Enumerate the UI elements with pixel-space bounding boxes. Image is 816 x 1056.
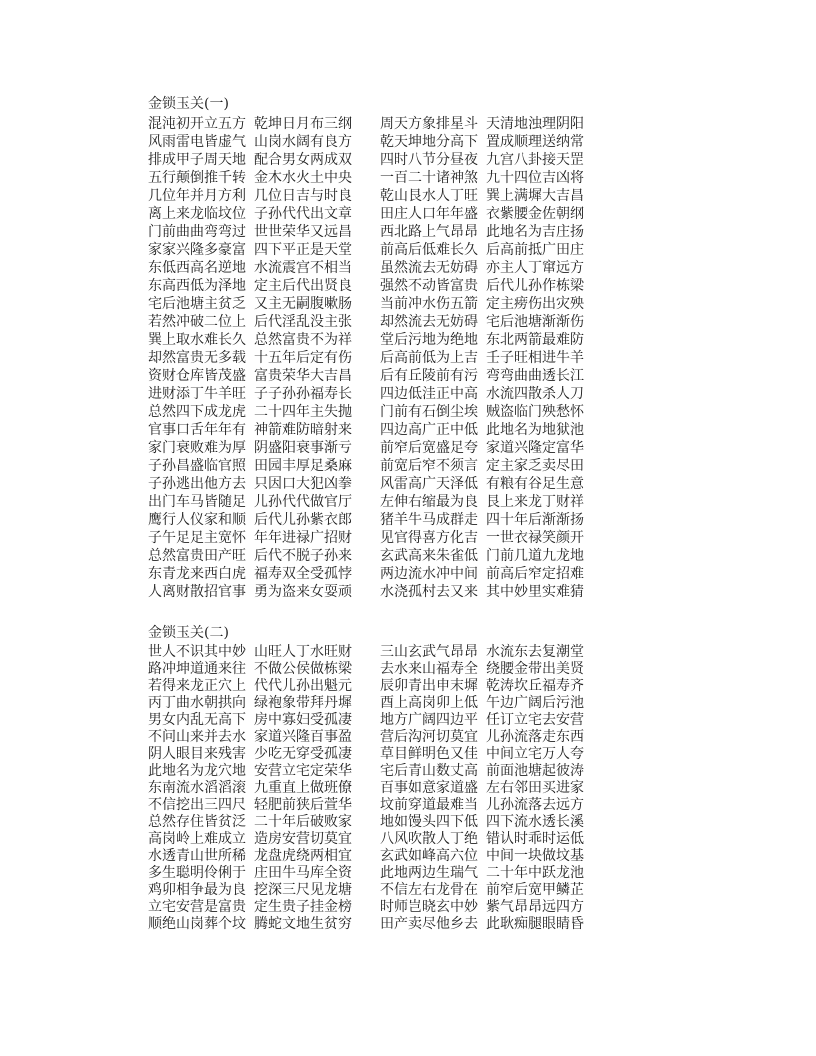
verse-phrase: 资财仓库皆茂盛 — [148, 368, 246, 384]
verse-phrase: 前窄后宽盛足夸 — [380, 440, 478, 456]
verse-phrase: 宅后池塘主贫乏 — [148, 296, 246, 312]
verse-phrase: 腾蛇文地生贫穷 — [254, 916, 352, 932]
verse-phrase: 田庄人口年年盛 — [380, 206, 478, 222]
verse-line — [148, 313, 584, 331]
verse-phrase: 男女内乱无高下 — [148, 712, 246, 728]
verse-phrase: 四时八节分昼夜 — [380, 152, 478, 168]
verse-phrase: 堂后污地为绝地 — [380, 332, 478, 348]
verse-phrase: 只因口大犯凶拳 — [254, 476, 352, 492]
verse-phrase: 八风吹散人丁绝 — [380, 831, 478, 847]
verse-phrase: 出门车马皆随足 — [148, 494, 246, 510]
verse-phrase: 前面池塘起彼涛 — [486, 763, 584, 779]
verse-phrase: 此地名为龙穴地 — [148, 763, 246, 779]
verse-phrase: 家门衰败难为厚 — [148, 440, 246, 456]
verse-phrase: 福寿双全受孤悖 — [254, 566, 352, 582]
verse-line — [148, 780, 584, 797]
verse-phrase: 中间一块做坟基 — [486, 848, 584, 864]
verse-phrase: 宅后青山数丈高 — [380, 763, 478, 779]
verse-phrase: 错认时乖时运低 — [486, 831, 584, 847]
verse-phrase: 水透青山世所稀 — [148, 848, 246, 864]
verse-line — [148, 133, 584, 151]
verse-phrase: 前高后窄定招难 — [486, 566, 584, 582]
verse-phrase: 任订立宅去安营 — [486, 712, 584, 728]
verse-phrase: 东高西低为泽地 — [148, 278, 246, 294]
verse-phrase: 坟前穿道最难当 — [380, 797, 478, 813]
verse-phrase: 一百二十诸神煞 — [380, 170, 478, 186]
verse-phrase: 西北路上气昂昂 — [380, 224, 478, 240]
verse-phrase: 少吃无穿受孤凄 — [254, 746, 352, 762]
verse-line — [148, 831, 584, 848]
verse-phrase: 富贵荣华大吉昌 — [254, 368, 352, 384]
verse-phrase: 龙盘虎绕两相宜 — [254, 848, 352, 864]
verse-phrase: 安营立宅定荣华 — [254, 763, 352, 779]
verse-phrase: 田产卖尽他乡去 — [380, 916, 478, 932]
verse-line — [148, 331, 584, 349]
verse-phrase: 九宫八卦接天罡 — [486, 152, 584, 168]
verse-phrase: 四边低洼正中高 — [380, 386, 478, 402]
verse-phrase: 四下流水透长溪 — [486, 814, 584, 830]
verse-phrase: 离上来龙临坟位 — [148, 206, 246, 222]
verse-line — [148, 349, 584, 367]
verse-phrase: 轻肥前狭后萱华 — [254, 797, 352, 813]
verse-phrase: 却然富贵无多载 — [148, 350, 246, 366]
verse-phrase: 四下平正是天堂 — [254, 242, 352, 258]
verse-phrase: 置成顺理送纳常 — [486, 134, 584, 150]
verse-phrase: 鸡卯相争最为良 — [148, 882, 246, 898]
verse-phrase: 东低西高名逆地 — [148, 260, 246, 276]
verse-phrase: 地方广阔四边平 — [380, 712, 478, 728]
verse-phrase: 门前曲曲弯弯过 — [148, 224, 246, 240]
verse-phrase: 顺绝山岗葬个坟 — [148, 916, 246, 932]
verse-phrase: 子子孙孙福寿长 — [254, 386, 352, 402]
verse-line — [148, 385, 584, 403]
verse-phrase: 排成甲子周天地 — [148, 152, 246, 168]
verse-phrase: 庄田牛马库全资 — [254, 865, 352, 881]
verse-phrase: 定生贵子挂金榜 — [254, 899, 352, 915]
verse-phrase: 绕腰金带出美贤 — [486, 661, 584, 677]
verse-line — [148, 882, 584, 899]
verse-phrase: 后代儿孙紫衣郎 — [254, 512, 352, 528]
verse-phrase: 几位年并月方利 — [148, 188, 246, 204]
verse-phrase: 山旺人丁水旺财 — [254, 644, 352, 660]
verse-phrase: 一世衣禄笑颜开 — [486, 530, 584, 546]
verse-phrase: 世人不识其中妙 — [148, 644, 246, 660]
verse-phrase: 弯弯曲曲透长江 — [486, 368, 584, 384]
verse-phrase: 其中妙里实难猜 — [486, 584, 584, 600]
section-title: 金锁玉关(二) — [148, 625, 229, 641]
verse-phrase: 立宅安营是富贵 — [148, 899, 246, 915]
verse-phrase: 三山玄武气昂昂 — [380, 644, 478, 660]
verse-line — [148, 421, 584, 439]
verse-line — [148, 644, 584, 661]
verse-phrase: 门前几道九龙地 — [486, 548, 584, 564]
verse-line — [148, 899, 584, 916]
verse-phrase: 草目鲜明色又佳 — [380, 746, 478, 762]
verse-phrase: 水流东去复潮堂 — [486, 644, 584, 660]
verse-phrase: 去水来山福寿全 — [380, 661, 478, 677]
verse-line — [148, 583, 584, 601]
verse-phrase: 代代儿孙出魁元 — [254, 678, 352, 694]
verse-lines — [148, 115, 584, 601]
verse-phrase: 若然冲破二位上 — [148, 314, 246, 330]
verse-phrase: 宅后池塘渐渐伤 — [486, 314, 584, 330]
verse-phrase: 左右邻田买进家 — [486, 780, 584, 796]
verse-phrase: 水浇孤村去又来 — [380, 584, 478, 600]
verse-line — [148, 241, 584, 259]
verse-phrase: 虽然流去无妨碍 — [380, 260, 478, 276]
verse-phrase: 此地名为地狱池 — [486, 422, 584, 438]
verse-phrase: 九十四位吉凶将 — [486, 170, 584, 186]
verse-phrase: 山岗水阔有良方 — [254, 134, 352, 150]
verse-phrase: 后有丘陵前有污 — [380, 368, 478, 384]
verse-phrase: 家道兴隆百事盈 — [254, 729, 352, 745]
verse-phrase: 乾涛坎丘福寿齐 — [486, 678, 584, 694]
verse-phrase: 世世荣华又远昌 — [254, 224, 352, 240]
verse-phrase: 家家兴隆多豪富 — [148, 242, 246, 258]
verse-phrase: 乾天坤地分高下 — [380, 134, 478, 150]
verse-phrase: 二十年中跃龙池 — [486, 865, 584, 881]
verse-line — [148, 457, 584, 475]
verse-phrase: 前高后低难长久 — [380, 242, 478, 258]
verse-line — [148, 729, 584, 746]
verse-phrase: 配合男女两成双 — [254, 152, 352, 168]
verse-phrase: 总然富贵田产旺 — [148, 548, 246, 564]
verse-phrase: 若得来龙正穴上 — [148, 678, 246, 694]
verse-phrase: 混沌初开立五方 — [148, 116, 246, 132]
verse-line — [148, 695, 584, 712]
verse-phrase: 造房安营切莫宜 — [254, 831, 352, 847]
verse-phrase: 东南流水滔滔滚 — [148, 780, 246, 796]
verse-line — [148, 814, 584, 831]
verse-phrase: 营后沟河切莫宜 — [380, 729, 478, 745]
verse-phrase: 巽上满墀大吉昌 — [486, 188, 584, 204]
verse-phrase: 亦主人丁窜远方 — [486, 260, 584, 276]
verse-phrase: 不信挖出三四尺 — [148, 797, 246, 813]
verse-phrase: 中间立宅万人夸 — [486, 746, 584, 762]
verse-line — [148, 169, 584, 187]
verse-line — [148, 661, 584, 678]
verse-phrase: 水流四散杀人刀 — [486, 386, 584, 402]
verse-line — [148, 295, 584, 313]
verse-phrase: 东青龙来西白虎 — [148, 566, 246, 582]
verse-phrase: 人离财散招官事 — [148, 584, 246, 600]
verse-line — [148, 916, 584, 933]
verse-phrase: 地如馒头四下低 — [380, 814, 478, 830]
verse-phrase: 定主痨伤出灾殃 — [486, 296, 584, 312]
verse-phrase: 鹰行人仪家和顺 — [148, 512, 246, 528]
verse-phrase: 此地名为吉庄扬 — [486, 224, 584, 240]
verse-phrase: 丙丁曲水朝拱向 — [148, 695, 246, 711]
verse-phrase: 贼盗临门殃愁怀 — [486, 404, 584, 420]
verse-line — [148, 403, 584, 421]
verse-phrase: 子孙逃出他方去 — [148, 476, 246, 492]
verse-phrase: 百事如意家道盛 — [380, 780, 478, 796]
verse-phrase: 周天方象排星斗 — [380, 116, 478, 132]
verse-phrase: 不问山来并去水 — [148, 729, 246, 745]
verse-line — [148, 547, 584, 565]
verse-line — [148, 529, 584, 547]
verse-phrase: 阴盛阳衰事渐亏 — [254, 440, 352, 456]
verse-phrase: 见官得喜方化吉 — [380, 530, 478, 546]
verse-phrase: 时师岂晓玄中妙 — [380, 899, 478, 915]
verse-phrase: 金木水火土中央 — [254, 170, 352, 186]
verse-line — [148, 797, 584, 814]
verse-phrase: 门前有石倒尘埃 — [380, 404, 478, 420]
verse-phrase: 十五年后定有伤 — [254, 350, 352, 366]
verse-line — [148, 115, 584, 133]
verse-phrase: 壬子旺相进牛羊 — [486, 350, 584, 366]
verse-phrase: 紫气昂昂远四方 — [486, 899, 584, 915]
verse-phrase: 不做公侯做栋梁 — [254, 661, 352, 677]
verse-phrase: 前宽后窄不须言 — [380, 458, 478, 474]
verse-phrase: 不信左右龙骨在 — [380, 882, 478, 898]
verse-phrase: 后代儿孙作栋梁 — [486, 278, 584, 294]
verse-phrase: 绿袍象带拜丹墀 — [254, 695, 352, 711]
verse-phrase: 后代淫乱没主张 — [254, 314, 352, 330]
verse-phrase: 田园丰厚足桑麻 — [254, 458, 352, 474]
verse-phrase: 此耿痴腿眼睛昏 — [486, 916, 584, 932]
verse-line — [148, 277, 584, 295]
section-title: 金锁玉关(一) — [148, 96, 229, 112]
verse-phrase: 水流震宫不相当 — [254, 260, 352, 276]
verse-line — [148, 865, 584, 882]
verse-phrase: 辰卯青出申末墀 — [380, 678, 478, 694]
verse-phrase: 衣紫腰金佐朝纲 — [486, 206, 584, 222]
verse-line — [148, 223, 584, 241]
verse-phrase: 两边流水冲中间 — [380, 566, 478, 582]
verse-phrase: 勇为盗来女耍顽 — [254, 584, 352, 600]
verse-phrase: 总然四下成龙虎 — [148, 404, 246, 420]
verse-phrase: 儿孙流落去远方 — [486, 797, 584, 813]
verse-phrase: 四十年后渐渐扬 — [486, 512, 584, 528]
verse-phrase: 风雷高广天泽低 — [380, 476, 478, 492]
verse-phrase: 年年进禄广招财 — [254, 530, 352, 546]
verse-line — [148, 565, 584, 583]
verse-phrase: 儿孙流落走东西 — [486, 729, 584, 745]
verse-phrase: 乾坤日月布三纲 — [254, 116, 352, 132]
verse-phrase: 二十四年主失抛 — [254, 404, 352, 420]
verse-line — [148, 187, 584, 205]
verse-phrase: 天清地浊理阴阳 — [486, 116, 584, 132]
verse-phrase: 家道兴隆定富华 — [486, 440, 584, 456]
verse-phrase: 挖深三尺见龙塘 — [254, 882, 352, 898]
verse-phrase: 此地两边生瑞气 — [380, 865, 478, 881]
verse-line — [148, 712, 584, 729]
verse-phrase: 猪羊牛马成群走 — [380, 512, 478, 528]
verse-phrase: 前窄后宽甲鳞芷 — [486, 882, 584, 898]
verse-line — [148, 259, 584, 277]
verse-phrase: 总然存住皆贫泛 — [148, 814, 246, 830]
verse-lines — [148, 644, 584, 933]
verse-phrase: 后代不脱子孙来 — [254, 548, 352, 564]
verse-phrase: 定主后代出贤良 — [254, 278, 352, 294]
verse-phrase: 风雨雷电皆虚气 — [148, 134, 246, 150]
verse-phrase: 却然流去无妨碍 — [380, 314, 478, 330]
section-jinsuo-yuguan-2 — [148, 624, 584, 933]
verse-phrase: 酉上高岗卯上低 — [380, 695, 478, 711]
verse-phrase: 又主无嗣腹嗽肠 — [254, 296, 352, 312]
verse-phrase: 后高前抵广田庄 — [486, 242, 584, 258]
verse-line — [148, 151, 584, 169]
verse-phrase: 子孙代代出文章 — [254, 206, 352, 222]
verse-line — [148, 848, 584, 865]
verse-phrase: 总然富贵不为祥 — [254, 332, 352, 348]
verse-phrase: 几位日吉与时良 — [254, 188, 352, 204]
verse-phrase: 子孙昌盛临官照 — [148, 458, 246, 474]
verse-line — [148, 493, 584, 511]
verse-phrase: 阴人眼目来残害 — [148, 746, 246, 762]
verse-phrase: 房中寡妇受孤凄 — [254, 712, 352, 728]
verse-phrase: 官事口舌年年有 — [148, 422, 246, 438]
verse-line — [148, 439, 584, 457]
section-jinsuo-yuguan-1 — [148, 95, 584, 601]
verse-line — [148, 475, 584, 493]
verse-phrase: 后高前低为上吉 — [380, 350, 478, 366]
verse-phrase: 东北两箭最难防 — [486, 332, 584, 348]
verse-phrase: 乾山艮水人丁旺 — [380, 188, 478, 204]
verse-phrase: 玄武如峰高六位 — [380, 848, 478, 864]
verse-phrase: 五行颠倒推千转 — [148, 170, 246, 186]
verse-phrase: 定主家乏卖尽田 — [486, 458, 584, 474]
verse-phrase: 多生聪明伶俐于 — [148, 865, 246, 881]
verse-phrase: 强然不动皆富贵 — [380, 278, 478, 294]
verse-line — [148, 678, 584, 695]
verse-phrase: 四边高广正中低 — [380, 422, 478, 438]
verse-phrase: 午边广阔后污池 — [486, 695, 584, 711]
verse-line — [148, 511, 584, 529]
verse-phrase: 高岗岭上难成立 — [148, 831, 246, 847]
verse-phrase: 神箭难防暗射来 — [254, 422, 352, 438]
verse-phrase: 艮上来龙丁财祥 — [486, 494, 584, 510]
verse-phrase: 玄武高来朱雀低 — [380, 548, 478, 564]
verse-phrase: 路冲坤道通来往 — [148, 661, 246, 677]
verse-line — [148, 367, 584, 385]
verse-phrase: 九重直上做班僚 — [254, 780, 352, 796]
verse-phrase: 子午足足主宽怀 — [148, 530, 246, 546]
verse-phrase: 当前冲水伤五箭 — [380, 296, 478, 312]
verse-line — [148, 746, 584, 763]
verse-phrase: 左伸右缩最为良 — [380, 494, 478, 510]
verse-line — [148, 205, 584, 223]
verse-phrase: 有粮有谷足生意 — [486, 476, 584, 492]
verse-line — [148, 763, 584, 780]
verse-phrase: 巽上取水难长久 — [148, 332, 246, 348]
verse-phrase: 二十年后破败家 — [254, 814, 352, 830]
verse-phrase: 进财添丁牛羊旺 — [148, 386, 246, 402]
verse-phrase: 儿孙代代做官厅 — [254, 494, 352, 510]
